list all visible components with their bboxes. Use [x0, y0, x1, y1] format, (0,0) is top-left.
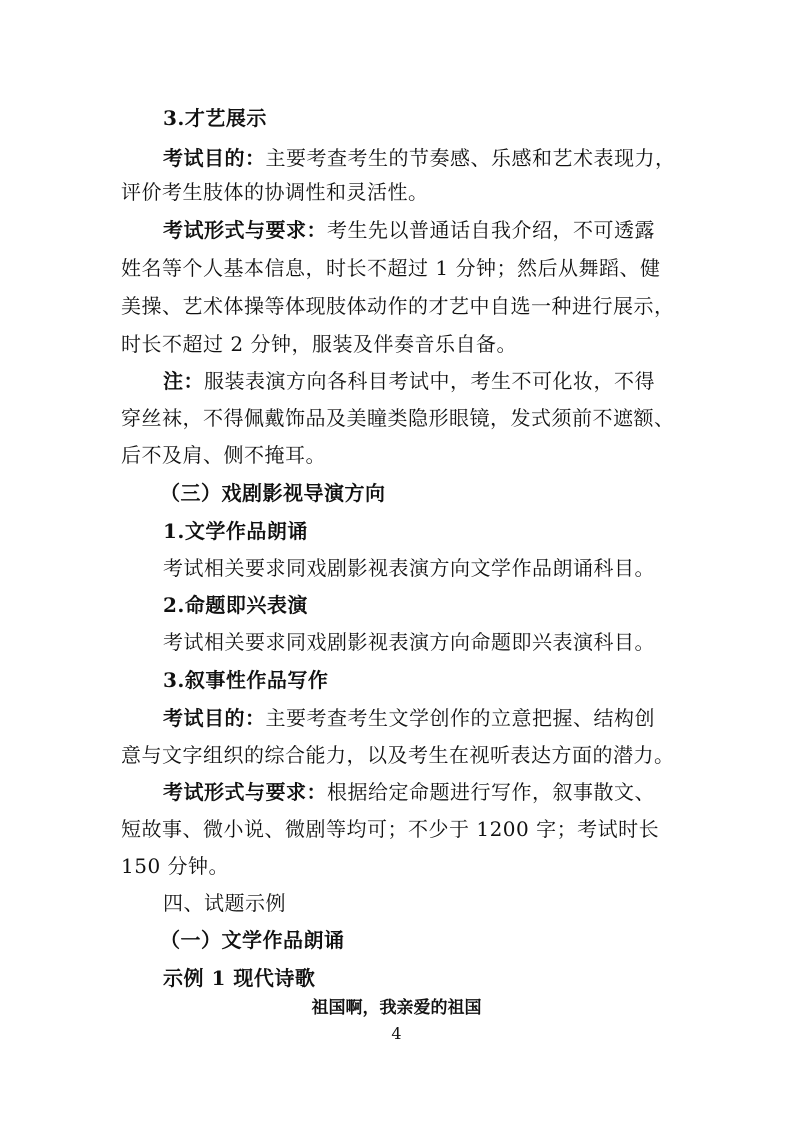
item-text: 考试相关要求同戏剧影视表演方向命题即兴表演科目。 — [163, 630, 655, 654]
paragraph-line: 评价考生肢体的协调性和灵活性。 — [121, 180, 429, 204]
paragraph-line: 150 分钟。 — [121, 854, 230, 878]
note-text: 服装表演方向各科目考试中，考生不可化妆，不得 — [204, 369, 655, 393]
paragraph-line: 美操、艺术体操等体现肢体动作的才艺中自选一种进行展示， — [121, 294, 675, 318]
note-line: 后不及肩、侧不掩耳。 — [121, 443, 326, 467]
purpose-text: 主要考查考生文学创作的立意把握、结构创 — [265, 706, 655, 730]
purpose-label: 考试目的： — [163, 146, 266, 170]
section-title-talent-show: 3.才艺展示 — [163, 106, 267, 130]
note-line: 穿丝袜，不得佩戴饰品及美瞳类隐形眼镜，发式须前不遮额、 — [121, 406, 675, 430]
paragraph-line — [163, 778, 655, 806]
paragraph-line: 意与文字组织的综合能力，以及考生在视听表达方面的潜力。 — [121, 743, 675, 767]
paragraph-line: 姓名等个人基本信息，时长不超过 1 分钟；然后从舞蹈、健 — [121, 256, 661, 280]
section-heading-examples: 四、试题示例 — [163, 891, 286, 915]
paragraph-line — [163, 144, 676, 172]
item-title: 3.叙事性作品写作 — [163, 668, 329, 692]
purpose-text: 主要考查考生的节奏感、乐感和艺术表现力， — [265, 146, 676, 170]
item-title: 1.文学作品朗诵 — [163, 519, 308, 543]
form-label: 考试形式与要求： — [163, 218, 327, 242]
form-text: 根据给定命题进行写作，叙事散文、 — [327, 780, 655, 804]
paragraph-line: 短故事、微小说、微剧等均可；不少于 1200 字；考试时长 — [121, 817, 660, 841]
item-title: 2.命题即兴表演 — [163, 593, 308, 617]
purpose-label: 考试目的： — [163, 706, 266, 730]
form-text: 考生先以普通话自我介绍，不可透露 — [327, 218, 655, 242]
example-title: 示例 1 现代诗歌 — [163, 966, 316, 990]
subsection-heading-director: （三）戏剧影视导演方向 — [160, 481, 386, 505]
form-label: 考试形式与要求： — [163, 780, 327, 804]
page-number: 4 — [391, 1024, 402, 1043]
item-text: 考试相关要求同戏剧影视表演方向文学作品朗诵科目。 — [163, 556, 655, 580]
note-label: 注： — [163, 369, 204, 393]
note-line — [163, 367, 655, 395]
poem-title: 祖国啊，我亲爱的祖国 — [311, 998, 482, 1018]
paragraph-line: 时长不超过 2 分钟，服装及伴奏音乐自备。 — [121, 332, 517, 356]
paragraph-line — [163, 704, 655, 732]
subsection-heading-recitation: （一）文学作品朗诵 — [160, 928, 345, 952]
paragraph-line — [163, 216, 655, 244]
